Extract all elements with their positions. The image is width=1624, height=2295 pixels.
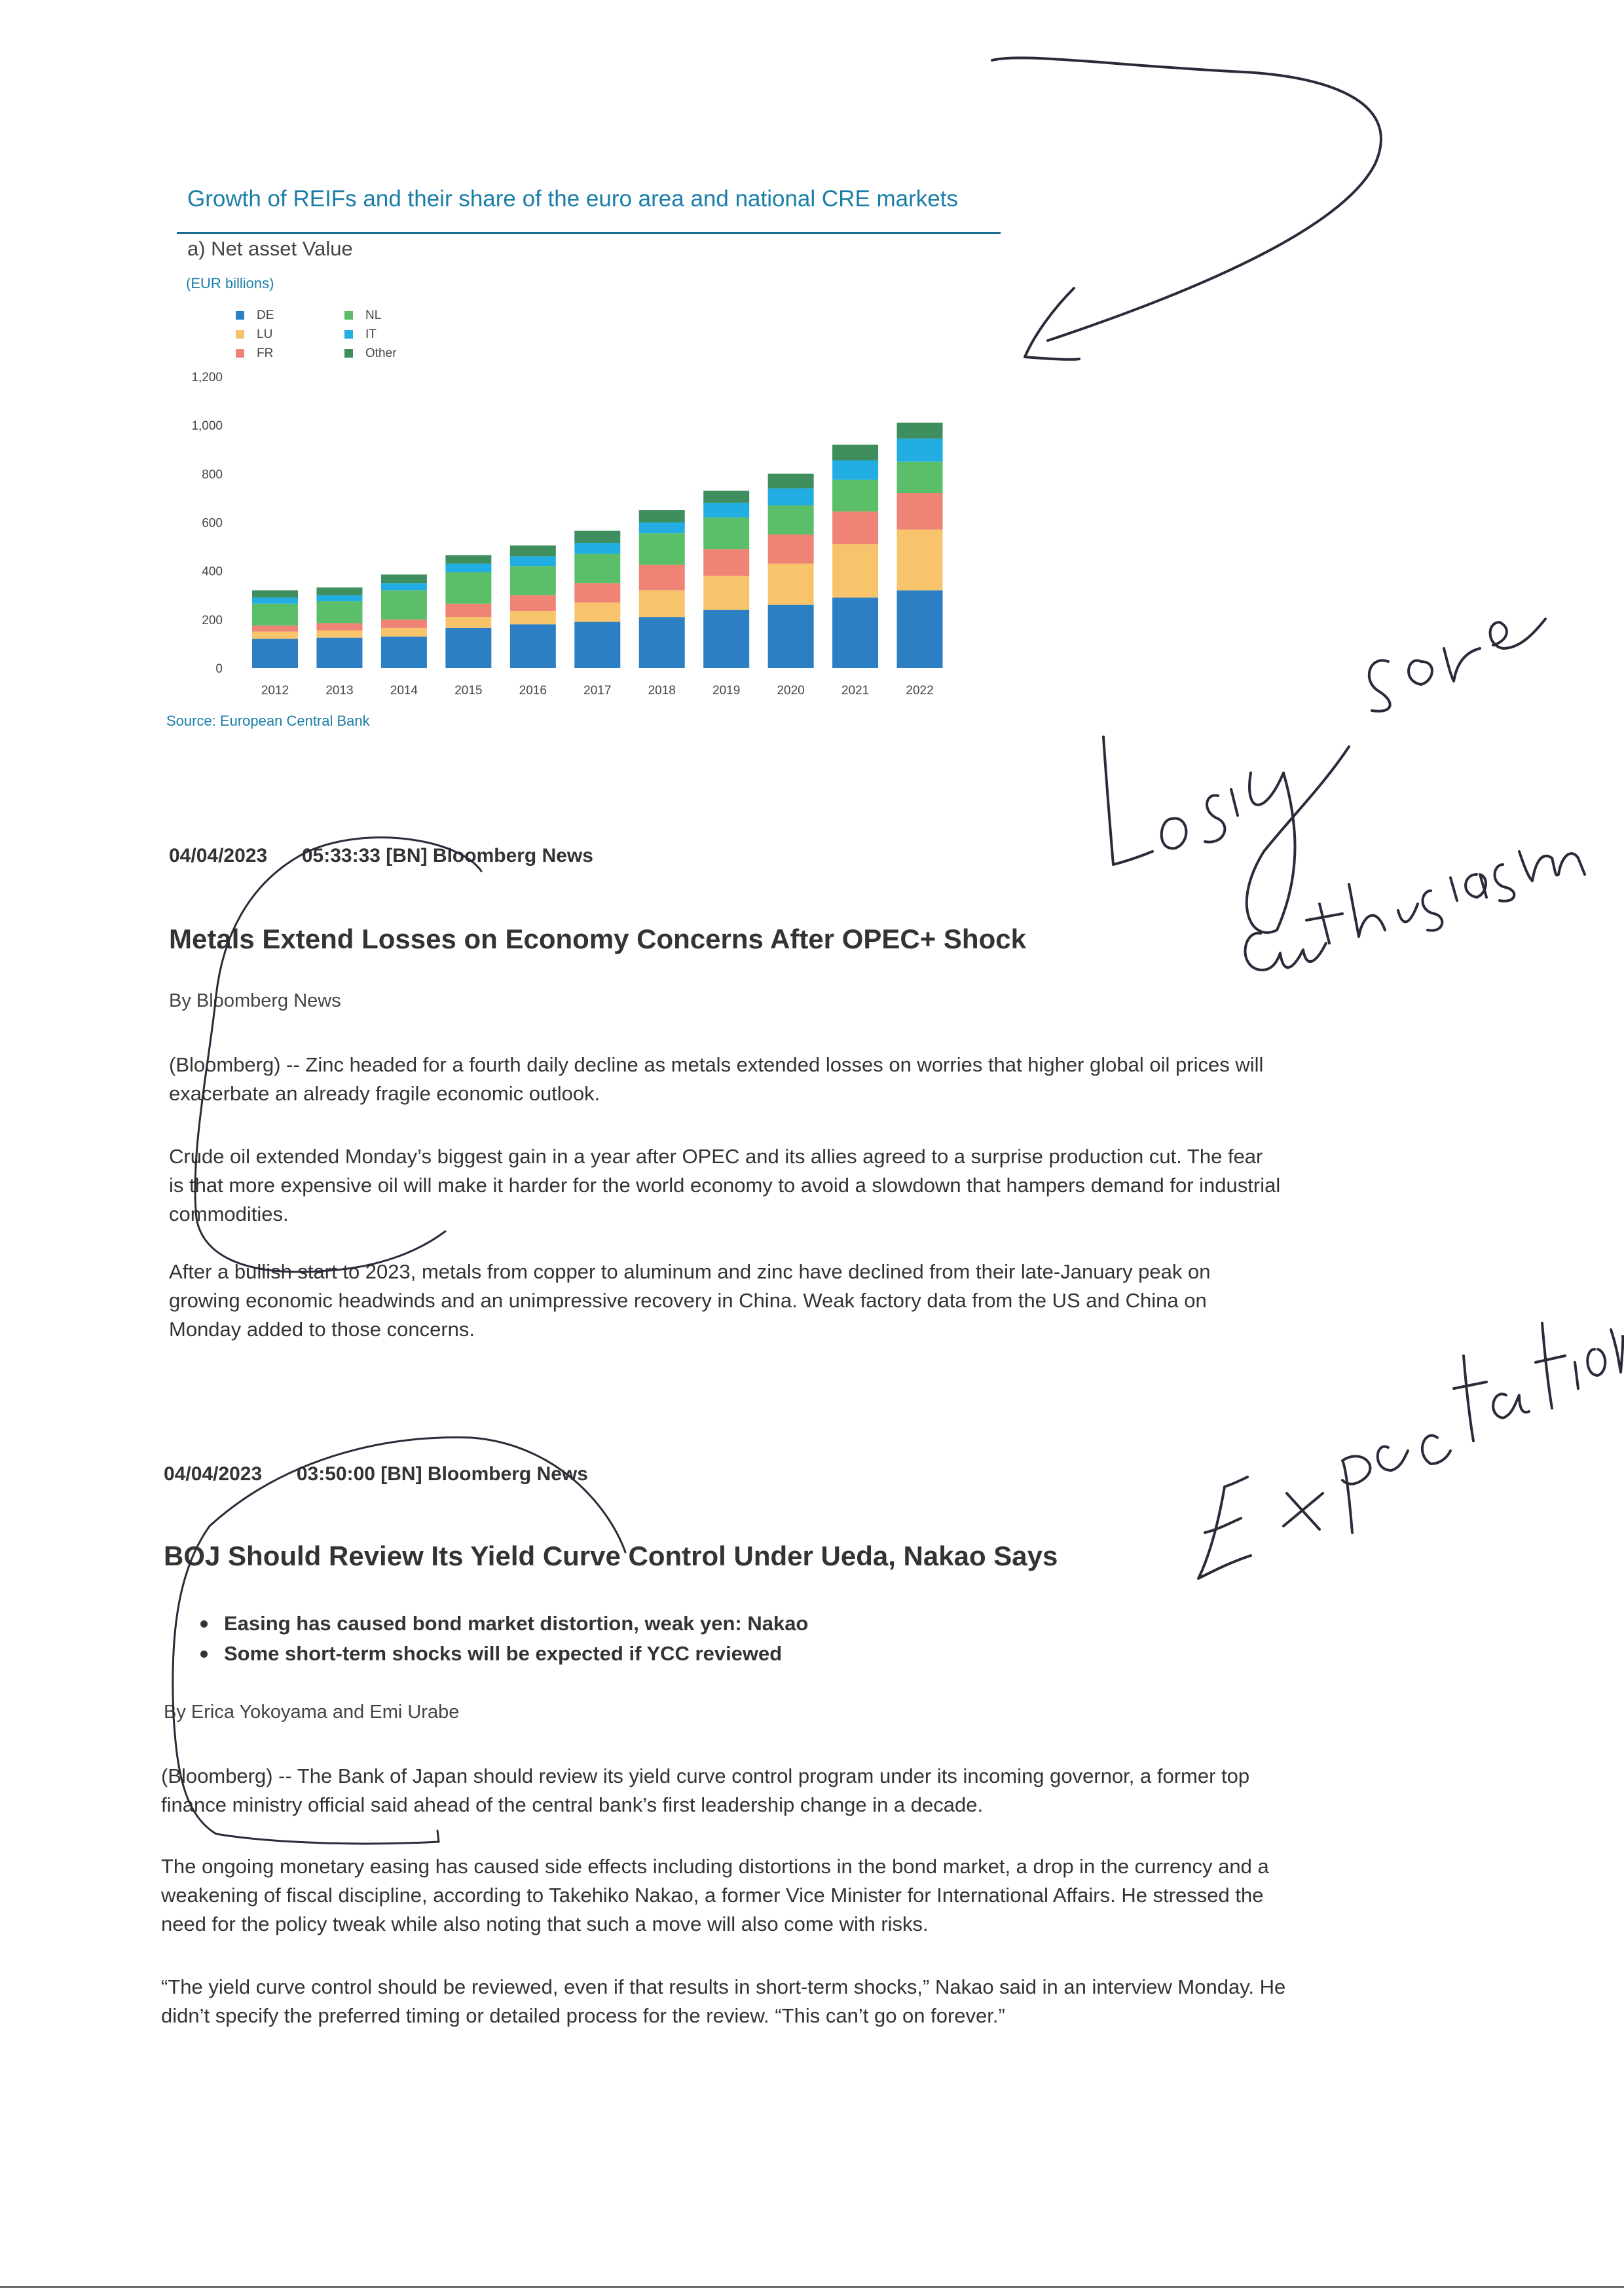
bar-segment-lu-2012 xyxy=(252,631,298,639)
article1-headline: Metals Extend Losses on Economy Concerns After OPEC+ Shock xyxy=(169,924,1026,954)
bar-segment-it-2021 xyxy=(832,460,878,480)
article2-byline: By Erica Yokoyama and Emi Urabe xyxy=(164,1702,460,1723)
x-tick-label-2013: 2013 xyxy=(325,684,354,698)
bar-segment-nl-2022 xyxy=(897,462,943,493)
y-tick-label: 200 xyxy=(202,613,223,627)
bar-segment-nl-2019 xyxy=(703,517,749,549)
page-bottom-rule xyxy=(0,2286,1624,2288)
article1-paragraph-3: After a bullish start to 2023, metals from copper to aluminum and zinc have declined from their late-January peak on growing economic headwinds and an unimpressive recovery in China. Weak factory data from the US and China on Monday added to those concerns. xyxy=(169,1260,1211,1341)
y-tick-label: 600 xyxy=(202,516,223,531)
article2-key-points xyxy=(196,1609,808,1669)
legend-swatch-it xyxy=(344,330,353,339)
legend-label-it: IT xyxy=(365,327,377,341)
bar-segment-lu-2015 xyxy=(445,617,491,628)
article2-bullet-1: Easing has caused bond market distortion, weak yen: Nakao xyxy=(196,1609,808,1639)
bar-segment-lu-2017 xyxy=(574,603,620,622)
bar-segment-de-2012 xyxy=(252,639,298,669)
pen-note1-word2-icon xyxy=(1369,619,1545,711)
legend-label-fr: FR xyxy=(257,346,274,360)
bar-segment-other-2020 xyxy=(768,474,814,488)
bar-segment-de-2014 xyxy=(381,637,427,668)
bar-segment-other-2015 xyxy=(445,555,491,564)
chart-x-axis xyxy=(261,684,934,698)
article1-time-source: 05:33:33 [BN] Bloomberg News xyxy=(301,845,593,867)
bar-segment-it-2019 xyxy=(703,503,749,517)
article1-paragraph-1: (Bloomberg) -- Zinc headed for a fourth daily decline as metals extended losses on worries that higher global oil prices will exacerbate an already fragile economic outlook. xyxy=(169,1053,1264,1105)
y-tick-label: 400 xyxy=(202,565,223,579)
x-tick-label-2018: 2018 xyxy=(648,684,676,698)
x-tick-label-2019: 2019 xyxy=(712,684,741,698)
bar-segment-de-2016 xyxy=(510,624,556,668)
bar-segment-fr-2015 xyxy=(445,604,491,617)
legend-label-nl: NL xyxy=(365,308,382,322)
bar-segment-nl-2014 xyxy=(381,590,427,620)
bar-segment-other-2012 xyxy=(252,590,298,597)
article1-dateline xyxy=(169,845,593,867)
bar-segment-other-2017 xyxy=(574,531,620,543)
bar-segment-other-2013 xyxy=(316,588,362,595)
article2-headline: BOJ Should Review Its Yield Curve Control Under Ueda, Nakao Says xyxy=(164,1540,1058,1571)
article2-paragraph-3: “The yield curve control should be reviewed, even if that results in short-term shocks,” Nakao said in an interview Monday. He didn’t specify the preferred timing or detailed process for the review. “This can’t go on forever.” xyxy=(161,1975,1286,2027)
y-tick-label: 0 xyxy=(215,662,223,676)
figure-unit: (EUR billions) xyxy=(186,275,274,291)
bar-segment-de-2019 xyxy=(703,610,749,668)
bar-segment-lu-2014 xyxy=(381,628,427,637)
bar-segment-de-2017 xyxy=(574,622,620,668)
article1-date: 04/04/2023 xyxy=(169,845,268,867)
x-tick-label-2014: 2014 xyxy=(390,684,418,698)
legend-swatch-lu xyxy=(236,330,244,339)
pen-note1-word3-icon xyxy=(1245,851,1585,970)
legend-label-other: Other xyxy=(365,346,397,360)
bar-segment-fr-2012 xyxy=(252,625,298,631)
y-tick-label: 800 xyxy=(202,468,223,482)
bar-segment-lu-2016 xyxy=(510,611,556,624)
legend-swatch-de xyxy=(236,311,244,320)
bar-segment-lu-2013 xyxy=(316,631,362,638)
article1-byline: By Bloomberg News xyxy=(169,990,341,1011)
bar-segment-other-2016 xyxy=(510,546,556,557)
bar-segment-other-2014 xyxy=(381,574,427,583)
x-tick-label-2016: 2016 xyxy=(519,684,547,698)
pen-arrow-head-icon xyxy=(1025,288,1079,360)
legend-label-lu: LU xyxy=(257,327,273,341)
bar-segment-de-2022 xyxy=(897,590,943,668)
bar-segment-it-2022 xyxy=(897,439,943,462)
bar-segment-other-2018 xyxy=(639,510,685,523)
handwriting-note1-line1 xyxy=(1113,851,1118,852)
x-tick-label-2020: 2020 xyxy=(777,684,805,698)
x-tick-label-2015: 2015 xyxy=(454,684,483,698)
bar-segment-nl-2013 xyxy=(316,601,362,623)
bar-segment-nl-2018 xyxy=(639,533,685,565)
bar-segment-nl-2016 xyxy=(510,566,556,595)
bar-segment-it-2016 xyxy=(510,556,556,566)
legend-label-de: DE xyxy=(257,308,274,322)
bar-segment-it-2015 xyxy=(445,564,491,572)
figure-title-rule xyxy=(177,232,1001,234)
bar-segment-nl-2020 xyxy=(768,506,814,535)
legend-swatch-other xyxy=(344,349,353,358)
bar-segment-lu-2020 xyxy=(768,564,814,605)
bar-segment-other-2022 xyxy=(897,422,943,438)
figure-title: Growth of REIFs and their share of the euro area and national CRE markets xyxy=(187,186,958,212)
pen-note2-word-icon xyxy=(1198,1323,1623,1578)
bar-segment-lu-2018 xyxy=(639,590,685,617)
article2-time-source: 03:50:00 [BN] Bloomberg News xyxy=(296,1463,588,1485)
bar-segment-fr-2014 xyxy=(381,620,427,628)
x-tick-label-2017: 2017 xyxy=(583,684,612,698)
bar-segment-nl-2017 xyxy=(574,554,620,584)
bar-segment-fr-2020 xyxy=(768,534,814,564)
bar-segment-de-2018 xyxy=(639,617,685,668)
bar-segment-fr-2021 xyxy=(832,512,878,544)
chart-bars xyxy=(252,422,943,668)
pen-arrow-curve-icon xyxy=(992,58,1381,341)
bar-segment-fr-2017 xyxy=(574,583,620,603)
bar-segment-de-2021 xyxy=(832,597,878,668)
article1-paragraph-2: Crude oil extended Monday’s biggest gain in a year after OPEC and its allies agreed to a surprise production cut. The fear is that more expensive oil will make it harder for the world economy to avoid a slowdown that hampers demand for industrial commodities. xyxy=(169,1145,1281,1225)
article2-bullet-2: Some short-term shocks will be expected if YCC reviewed xyxy=(196,1639,808,1669)
bar-segment-it-2012 xyxy=(252,597,298,603)
legend-swatch-fr xyxy=(236,349,244,358)
bar-segment-de-2013 xyxy=(316,638,362,668)
handwriting-note1-line2 xyxy=(1244,968,1248,970)
y-tick-label: 1,200 xyxy=(191,371,223,384)
bar-segment-it-2014 xyxy=(381,583,427,590)
bar-segment-it-2020 xyxy=(768,489,814,506)
x-tick-label-2021: 2021 xyxy=(841,684,870,698)
bar-segment-de-2015 xyxy=(445,628,491,668)
bar-segment-other-2021 xyxy=(832,445,878,460)
bar-segment-lu-2019 xyxy=(703,576,749,610)
figure-source: Source: European Central Bank xyxy=(166,713,370,729)
bar-segment-nl-2012 xyxy=(252,604,298,625)
bar-segment-fr-2016 xyxy=(510,595,556,611)
bar-segment-de-2020 xyxy=(768,605,814,668)
bar-segment-nl-2015 xyxy=(445,572,491,604)
y-tick-label: 1,000 xyxy=(191,419,223,434)
x-tick-label-2012: 2012 xyxy=(261,684,289,698)
bar-segment-fr-2019 xyxy=(703,549,749,576)
article2-dateline xyxy=(164,1463,588,1485)
pen-note1-word1-icon xyxy=(1103,737,1349,933)
handwriting-note2 xyxy=(1198,1571,1203,1573)
chart-legend xyxy=(236,308,397,360)
bar-segment-lu-2021 xyxy=(832,544,878,598)
bar-segment-it-2018 xyxy=(639,523,685,534)
bar-segment-other-2019 xyxy=(703,491,749,503)
bar-segment-it-2017 xyxy=(574,543,620,554)
legend-swatch-nl xyxy=(344,311,353,320)
x-tick-label-2022: 2022 xyxy=(906,684,934,698)
bar-segment-fr-2022 xyxy=(897,493,943,530)
figure-subtitle: a) Net asset Value xyxy=(187,237,353,260)
article2-date: 04/04/2023 xyxy=(164,1463,263,1485)
bar-segment-nl-2021 xyxy=(832,480,878,512)
article2-paragraph-2: The ongoing monetary easing has caused side effects including distortions in the bond market, a drop in the currency and a weakening of fiscal discipline, according to Takehiko Nakao, a former Vice Minister for International Affairs. He stressed the need for the policy tweak while also noting that such a move will also come with risks. xyxy=(161,1855,1269,1935)
bar-segment-it-2013 xyxy=(316,595,362,601)
bar-segment-fr-2018 xyxy=(639,565,685,590)
bar-segment-fr-2013 xyxy=(316,623,362,630)
stacked-bar-chart xyxy=(170,301,995,701)
bar-segment-lu-2022 xyxy=(897,530,943,591)
article2-paragraph-1: (Bloomberg) -- The Bank of Japan should review its yield curve control program under its incoming governor, a former top finance ministry official said ahead of the central bank’s first leadership change in a decade. xyxy=(161,1764,1250,1816)
chart-y-axis xyxy=(191,371,223,676)
